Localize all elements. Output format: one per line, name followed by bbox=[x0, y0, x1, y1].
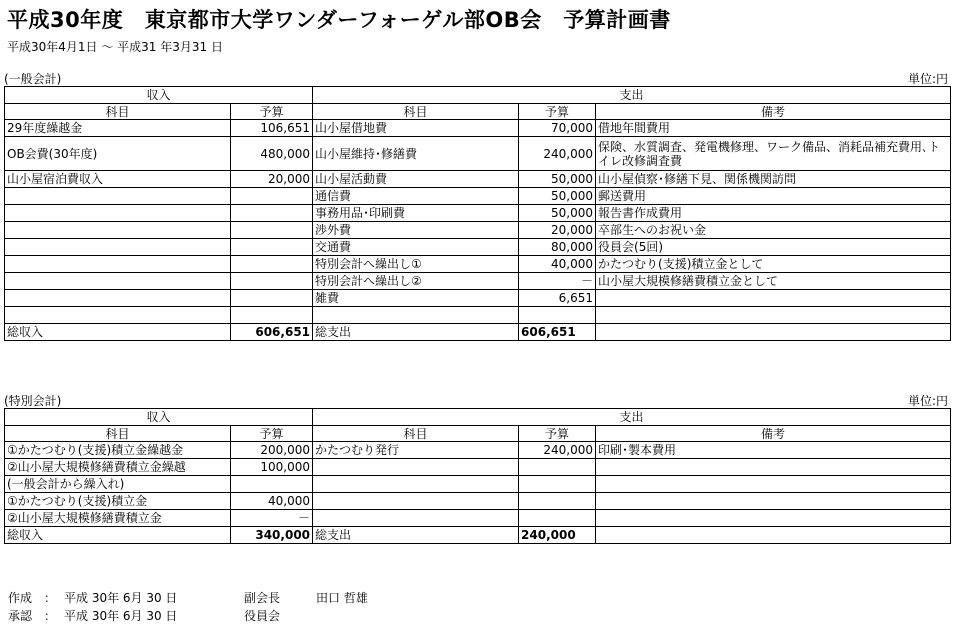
expense-header: 支出 bbox=[313, 409, 951, 426]
special-unit-label: 単位:円 bbox=[907, 394, 948, 408]
income-amount-cell bbox=[231, 273, 313, 290]
total-income-value: 340,000 bbox=[231, 527, 313, 544]
income-item-cell: OB会費(30年度) bbox=[5, 137, 231, 171]
income-amount-cell: 106,651 bbox=[231, 120, 313, 137]
income-amount-cell bbox=[231, 307, 313, 324]
expense-amount-cell: 20,000 bbox=[519, 222, 596, 239]
income-item-cell bbox=[5, 188, 231, 205]
income-item-cell: 山小屋宿泊費収入 bbox=[5, 171, 231, 188]
note-column-header: 備考 bbox=[596, 104, 951, 120]
special-total-row bbox=[5, 527, 951, 544]
table-row bbox=[5, 476, 951, 493]
table-row bbox=[5, 459, 951, 476]
income-amount-cell: 100,000 bbox=[231, 459, 313, 476]
expense-budget-column-header: 予算 bbox=[519, 104, 596, 120]
created-name: 田口 哲雄 bbox=[316, 591, 368, 605]
income-item-cell bbox=[5, 273, 231, 290]
expense-item-cell bbox=[313, 493, 519, 510]
expense-item-cell: 雑費 bbox=[313, 290, 519, 307]
fiscal-period: 平成30年4月1日 ～ 平成31 年3月31 日 bbox=[7, 40, 223, 54]
document-title: 平成30年度 東京都市大学ワンダーフォーゲル部OB会 予算計画書 bbox=[7, 8, 671, 32]
note-cell bbox=[596, 307, 951, 324]
note-cell: 卒部生へのお祝い金 bbox=[596, 222, 951, 239]
note-cell: 山小屋大規模修繕費積立金として bbox=[596, 273, 951, 290]
income-amount-cell bbox=[231, 239, 313, 256]
expense-amount-cell bbox=[519, 459, 596, 476]
expense-amount-cell: － bbox=[519, 273, 596, 290]
income-amount-cell bbox=[231, 205, 313, 222]
expense-amount-cell: 50,000 bbox=[519, 171, 596, 188]
note-cell: 郵送費用 bbox=[596, 188, 951, 205]
created-date: 平成 30年 6月 30 日 bbox=[64, 591, 178, 605]
created-role: 副会長 bbox=[244, 591, 281, 605]
note-cell bbox=[596, 510, 951, 527]
table-row bbox=[5, 137, 951, 171]
income-amount-cell: 480,000 bbox=[231, 137, 313, 171]
expense-amount-cell: 50,000 bbox=[519, 188, 596, 205]
table-row bbox=[5, 120, 951, 137]
note-cell: 報告書作成費用 bbox=[596, 205, 951, 222]
total-income-value: 606,651 bbox=[231, 324, 313, 341]
expense-header: 支出 bbox=[313, 87, 951, 104]
income-item-cell bbox=[5, 205, 231, 222]
income-amount-cell bbox=[231, 256, 313, 273]
table-row bbox=[5, 493, 951, 510]
income-amount-cell bbox=[231, 476, 313, 493]
expense-item-cell: 特別会計へ繰出し② bbox=[313, 273, 519, 290]
table-row bbox=[5, 290, 951, 307]
income-item-column-header: 科目 bbox=[5, 426, 231, 442]
note-cell: かたつむり(支援)積立金として bbox=[596, 256, 951, 273]
income-amount-cell bbox=[231, 290, 313, 307]
general-unit-label: 単位:円 bbox=[907, 72, 948, 86]
income-item-column-header: 科目 bbox=[5, 104, 231, 120]
general-account-label: (一般会計) bbox=[4, 72, 62, 86]
expense-item-cell: 通信費 bbox=[313, 188, 519, 205]
note-cell: 役員会(5回) bbox=[596, 239, 951, 256]
income-item-cell: ②山小屋大規模修繕費積立金繰越 bbox=[5, 459, 231, 476]
table-row bbox=[5, 239, 951, 256]
expense-item-cell: 山小屋借地費 bbox=[313, 120, 519, 137]
expense-amount-cell: 6,651 bbox=[519, 290, 596, 307]
total-income-label: 総収入 bbox=[5, 527, 231, 544]
expense-item-cell bbox=[313, 510, 519, 527]
income-item-cell: ②山小屋大規模修繕費積立金 bbox=[5, 510, 231, 527]
income-budget-column-header: 予算 bbox=[231, 426, 313, 442]
table-row bbox=[5, 510, 951, 527]
expense-amount-cell: 40,000 bbox=[519, 256, 596, 273]
income-item-cell bbox=[5, 290, 231, 307]
income-item-cell: 29年度繰越金 bbox=[5, 120, 231, 137]
note-cell bbox=[596, 290, 951, 307]
table-row bbox=[5, 222, 951, 239]
income-item-cell: ①かたつむり(支援)積立金 bbox=[5, 493, 231, 510]
note-cell bbox=[596, 476, 951, 493]
special-header-row bbox=[5, 409, 951, 426]
total-expense-label: 総支出 bbox=[313, 527, 519, 544]
approved-date: 平成 30年 6月 30 日 bbox=[64, 609, 178, 623]
approved-role: 役員会 bbox=[244, 609, 281, 623]
table-row bbox=[5, 256, 951, 273]
income-amount-cell bbox=[231, 188, 313, 205]
expense-amount-cell bbox=[519, 476, 596, 493]
expense-budget-column-header: 予算 bbox=[519, 426, 596, 442]
created-label: 作成 bbox=[8, 591, 33, 605]
income-amount-cell: － bbox=[231, 510, 313, 527]
expense-item-cell: かたつむり発行 bbox=[313, 442, 519, 459]
note-column-header: 備考 bbox=[596, 426, 951, 442]
special-budget-table bbox=[4, 408, 951, 544]
total-note-cell bbox=[596, 527, 951, 544]
table-row bbox=[5, 205, 951, 222]
income-header: 収入 bbox=[5, 87, 313, 104]
footer-approved-line bbox=[8, 607, 280, 624]
expense-item-cell: 山小屋維持･修繕費 bbox=[313, 137, 519, 171]
table-row bbox=[5, 442, 951, 459]
total-expense-label: 総支出 bbox=[313, 324, 519, 341]
expense-item-cell bbox=[313, 476, 519, 493]
note-cell: 保険、水質調査、発電機修理、ワーク備品、消耗品補充費用､トイレ改修調査費 bbox=[596, 137, 951, 171]
general-header-row bbox=[5, 87, 951, 104]
expense-amount-cell bbox=[519, 307, 596, 324]
income-amount-cell: 40,000 bbox=[231, 493, 313, 510]
general-budget-table bbox=[4, 86, 951, 341]
approved-separator: ： bbox=[44, 609, 57, 623]
expense-amount-cell bbox=[519, 510, 596, 527]
expense-item-cell: 交通費 bbox=[313, 239, 519, 256]
income-item-cell bbox=[5, 256, 231, 273]
expense-amount-cell: 240,000 bbox=[519, 137, 596, 171]
expense-item-cell: 事務用品･印刷費 bbox=[313, 205, 519, 222]
total-expense-value: 606,651 bbox=[519, 324, 596, 341]
note-cell bbox=[596, 493, 951, 510]
expense-item-cell: 特別会計へ繰出し① bbox=[313, 256, 519, 273]
expense-amount-cell: 70,000 bbox=[519, 120, 596, 137]
expense-item-cell bbox=[313, 459, 519, 476]
income-header: 収入 bbox=[5, 409, 313, 426]
expense-amount-cell: 80,000 bbox=[519, 239, 596, 256]
table-row bbox=[5, 307, 951, 324]
general-column-header-row bbox=[5, 104, 951, 120]
note-cell: 山小屋偵察･修繕下見、関係機関訪問 bbox=[596, 171, 951, 188]
special-account-label: (特別会計) bbox=[4, 394, 62, 408]
income-item-cell: ①かたつむり(支援)積立金繰越金 bbox=[5, 442, 231, 459]
note-cell: 借地年間費用 bbox=[596, 120, 951, 137]
expense-amount-cell: 240,000 bbox=[519, 442, 596, 459]
created-separator: ： bbox=[44, 591, 57, 605]
income-item-cell: (一般会計から繰入れ) bbox=[5, 476, 231, 493]
table-row bbox=[5, 171, 951, 188]
footer-created-line bbox=[8, 589, 368, 606]
table-row bbox=[5, 188, 951, 205]
income-amount-cell: 200,000 bbox=[231, 442, 313, 459]
general-total-row bbox=[5, 324, 951, 341]
note-cell: 印刷･製本費用 bbox=[596, 442, 951, 459]
income-budget-column-header: 予算 bbox=[231, 104, 313, 120]
expense-item-cell: 山小屋活動費 bbox=[313, 171, 519, 188]
expense-item-column-header: 科目 bbox=[313, 426, 519, 442]
expense-amount-cell: 50,000 bbox=[519, 205, 596, 222]
total-income-label: 総収入 bbox=[5, 324, 231, 341]
expense-item-cell bbox=[313, 307, 519, 324]
income-amount-cell bbox=[231, 222, 313, 239]
income-item-cell bbox=[5, 239, 231, 256]
income-item-cell bbox=[5, 222, 231, 239]
expense-amount-cell bbox=[519, 493, 596, 510]
special-column-header-row bbox=[5, 426, 951, 442]
total-note-cell bbox=[596, 324, 951, 341]
income-item-cell bbox=[5, 307, 231, 324]
expense-item-cell: 渉外費 bbox=[313, 222, 519, 239]
note-cell bbox=[596, 459, 951, 476]
table-row bbox=[5, 273, 951, 290]
expense-item-column-header: 科目 bbox=[313, 104, 519, 120]
approved-label: 承認 bbox=[8, 609, 33, 623]
total-expense-value: 240,000 bbox=[519, 527, 596, 544]
income-amount-cell: 20,000 bbox=[231, 171, 313, 188]
